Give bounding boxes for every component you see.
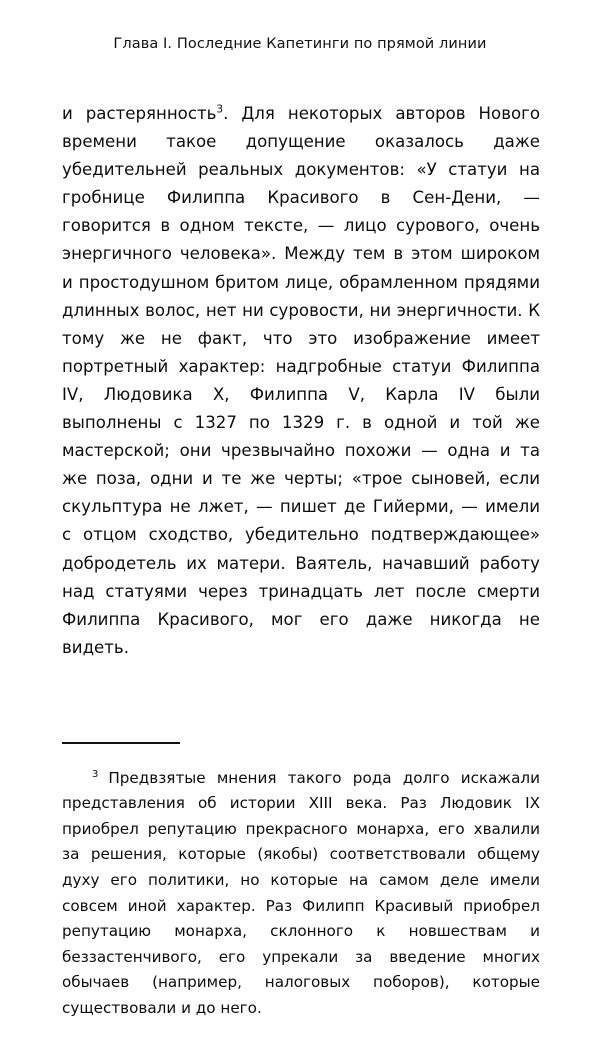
- footnote-separator-rule: [62, 742, 180, 744]
- running-head: Глава I. Последние Капетинги по прямой линии: [113, 36, 487, 52]
- body-text-lead: и растерянность: [62, 104, 217, 123]
- body-paragraph: [62, 100, 540, 662]
- body-text-rest: . Для некоторых авторов Нового времени такое допущение оказалось даже убедительней реальных документов: «У статуи на гробнице Филиппа Красивого в Сен-Дени, — говорится в одном тексте, — лицо сурового, очень энергичного человека». Между тем в этом широком и простодушном бритом лице, обрамленном прядями длинных волос, нет ни суровости, ни энергичности. К тому же не факт, что это изображение имеет портретный характер: надгробные статуи Филиппа IV, Людовика X, Филиппа V, Карла IV были выполнены с 1327 по 1329 г. в одной и той же мастерской; они чрезвычайно похожи — одна и та же поза, одни и те же черты; «трое сыновей, если скульптура не лжет, — пишет де Гийерми, — имели с отцом сходство, убедительно подтверждающее» добродетель их матери. Ваятель, начавший работу над статуями через тринадцать лет после смерти Филиппа Красивого, мог его даже никогда не видеть.: [62, 104, 540, 657]
- footnote-block: [62, 742, 540, 1022]
- body-text-block: [62, 100, 540, 662]
- footnote-paragraph: [62, 766, 540, 1022]
- footnote-text: Предвзятые мнения такого рода долго искажали представления об истории XIII века. Раз Людовик IX приобрел репутацию прекрасного монарха, его хвалили за решения, которые (якобы) соответствовали общему духу его политики, но которые на самом деле имели совсем иной характер. Раз Филипп Красивый приобрел репутацию монарха, склонного к новшествам и беззастенчивого, его упрекали за введение многих обычаев (например, налоговых поборов), которые существовали и до него.: [62, 768, 540, 1017]
- footnote-number: 3: [92, 768, 99, 780]
- footnote-reference-marker: 3: [216, 103, 224, 116]
